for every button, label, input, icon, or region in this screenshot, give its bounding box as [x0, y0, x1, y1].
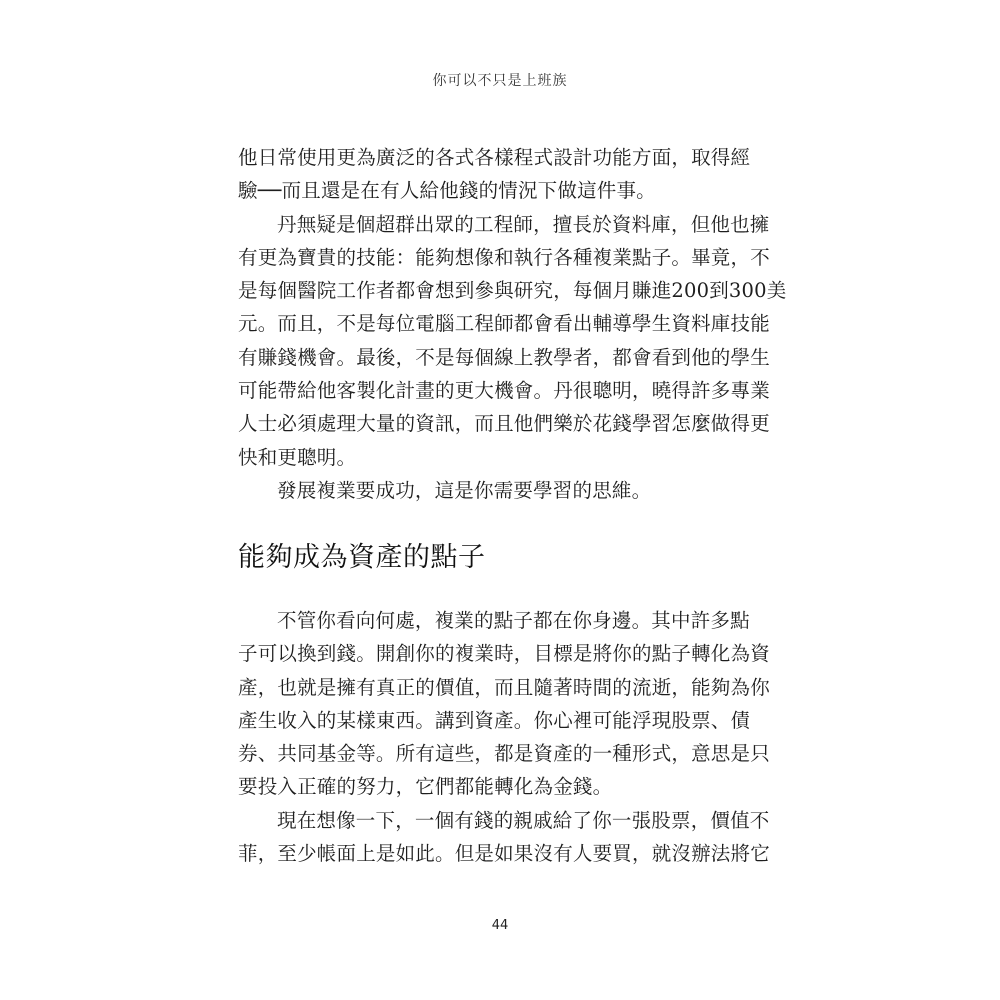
text-line: 子可以換到錢。開創你的複業時，目標是將你的點子轉化為資 — [238, 642, 770, 666]
text-line: 快和更聰明。 — [238, 445, 357, 469]
text-line: 是每個醫院工作者都會想到參與研究，每個月賺進200到300美 — [238, 279, 787, 303]
section-heading: 能夠成為資產的點子 — [238, 542, 486, 573]
text-line: 現在想像一下，一個有錢的親戚給了你一張股票，價值不 — [277, 808, 770, 832]
page-number: 44 — [491, 918, 509, 933]
text-line: 有賺錢機會。最後，不是每個線上教學者，都會看到他的學生 — [238, 345, 770, 369]
text-line: 人士必須處理大量的資訊，而且他們樂於花錢學習怎麼做得更 — [238, 412, 770, 436]
running-header: 你可以不只是上班族 — [432, 73, 568, 89]
text-line: 有更為寶貴的技能：能夠想像和執行各種複業點子。畢竟，不 — [238, 245, 770, 269]
text-line: 產，也就是擁有真正的價值，而且隨著時間的流逝，能夠為你 — [238, 675, 770, 699]
text-line: 產生收入的某樣東西。講到資產。你心裡可能浮現股票、債 — [238, 708, 751, 732]
text-line: 菲，至少帳面上是如此。但是如果沒有人要買，就沒辦法將它 — [238, 842, 770, 866]
text-line: 券、共同基金等。所有這些，都是資產的一種形式，意思是只 — [238, 742, 770, 766]
text-line: 可能帶給他客製化計畫的更大機會。丹很聰明，曉得許多專業 — [238, 379, 770, 403]
text-line: 驗──而且還是在有人給他錢的情況下做這件事。 — [238, 179, 656, 203]
text-line: 元。而且，不是每位電腦工程師都會看出輔導學生資料庫技能 — [238, 312, 770, 336]
text-line: 不管你看向何處，複業的點子都在你身邊。其中許多點 — [277, 609, 750, 632]
text-line: 他日常使用更為廣泛的各式各樣程式設計功能方面，取得經 — [238, 146, 751, 169]
body-text-bottom — [238, 604, 770, 870]
text-line: 發展複業要成功，這是你需要學習的思維。 — [277, 478, 652, 502]
text-line: 丹無疑是個超群出眾的工程師，擅長於資料庫，但他也擁 — [277, 212, 770, 236]
body-text-top — [238, 141, 787, 507]
text-line: 要投入正確的努力，它們都能轉化為金錢。 — [238, 775, 613, 799]
